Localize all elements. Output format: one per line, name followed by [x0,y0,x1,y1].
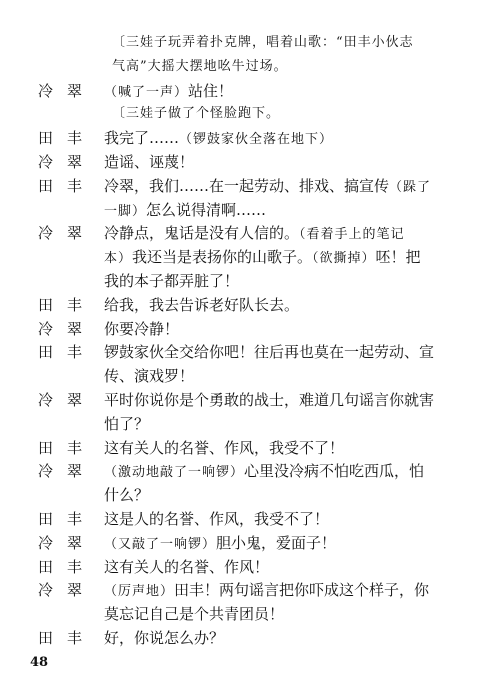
stage-direction: （厉声地） [104,584,175,600]
speaker-name: 冷翠 [38,81,97,100]
page-number: 48 [30,655,49,670]
speaker-name: 冷翠 [38,153,97,171]
dialogue-continuation-line [0,411,490,437]
stage-direction: 一脚） [104,203,147,219]
dialogue-text: 胆小鬼，爱面子！ [216,533,337,552]
dialogue-line [0,220,490,246]
stage-direction-line [0,54,490,80]
line-text [104,363,194,389]
dialogue-text: 站住！ [188,81,234,100]
dialogue-line [0,125,490,151]
dialogue-line [0,530,490,556]
dialogue-text: 好，你说怎么办？ [104,629,225,647]
line-text [104,339,434,365]
dialogue-line [0,506,490,532]
dialogue-continuation-line [0,244,490,270]
dialogue-text: 我完了…… [104,129,180,148]
dialogue-line [0,149,490,175]
line-text [104,601,284,627]
speaker-name: 冷翠 [38,533,97,552]
dialogue-text: 冷静点，鬼话是没有人信的。 [104,224,300,243]
line-text [104,625,224,651]
speaker-name: 田丰 [38,557,97,576]
line-text [104,554,269,580]
speaker-name: 田丰 [38,129,97,148]
dialogue-text: 田丰！两句谣言把你吓成这个样子，你 [174,581,430,600]
speaker-name: 田丰 [38,343,97,362]
dialogue-continuation-line [0,197,490,223]
line-text [104,411,149,437]
line-text: 〔三娃子玩弄着扑克牌，唱着山歌：“田丰小伙志 [112,35,414,50]
dialogue-line [0,339,490,365]
speaker-name: 田丰 [38,510,97,528]
dialogue-text: 锣鼓家伙全交给你吧！往后再也莫在一起劳动、宣 [104,343,435,362]
stage-direction-line [0,101,490,127]
dialogue-text: 平时你说你是个勇敢的战士，难道几句谣言你就害 [104,391,435,409]
dialogue-text: 莫忘记自己是个共青团员！ [104,605,285,624]
line-text [104,506,329,532]
dialogue-continuation-line [0,363,490,389]
dialogue-text: 这有关人的名誉、作风！ [104,557,270,576]
dialogue-line [0,554,490,580]
dialogue-text: 给我，我去告诉老好队长去。 [104,295,300,314]
dialogue-line [0,316,490,342]
dialogue-line [0,577,490,603]
dialogue-line [0,625,490,651]
speaker-name: 冷翠 [38,581,97,600]
dialogue-text: 造谣、诬蔑！ [104,153,195,171]
line-text: 〔三娃子做了个怪脸跑下。 [112,106,281,122]
line-text [104,435,344,461]
speaker-name: 田丰 [38,295,97,314]
speaker-name: 田丰 [38,629,97,647]
dialogue-line [0,458,490,484]
speaker-name: 冷翠 [38,319,97,338]
stage-direction: （激动地敲了一响锣） [104,465,245,481]
speaker-name: 冷翠 [38,224,97,243]
dialogue-continuation-line [0,601,490,627]
speaker-name: 冷翠 [38,391,97,409]
dialogue-line [0,292,490,318]
stage-direction: （欲撕掉） [312,251,376,267]
dialogue-continuation-line [0,482,490,508]
dialogue-text: 你要冷静！ [104,319,180,338]
speaker-name: 田丰 [38,438,97,457]
line-text [104,316,179,342]
dialogue-text: 我还当是表扬你的山歌子。 [132,248,313,267]
dialogue-text: 怎么说得清啊…… [146,200,267,219]
stage-direction: （喊了一声） [104,84,189,100]
stage-direction: （又敲了一响锣） [104,536,217,552]
dialogue-text: 传、演戏罗！ [104,367,195,386]
dialogue-continuation-line [0,268,490,294]
dialogue-text: 冷翠，我们……在一起劳动、排戏、搞宣传 [104,176,390,195]
dialogue-text: 心里没冷病不怕吃西瓜，怕 [244,462,425,481]
dialogue-line [0,435,490,461]
line-text [104,387,434,413]
dialogue-text: 我的本子都弄脏了！ [104,272,240,290]
stage-direction: （看着手上的笔记 [299,227,405,243]
dialogue-text: 这是人的名誉、作风，我受不了！ [104,510,330,528]
line-text [104,482,149,508]
line-text [104,149,194,175]
dialogue-line [0,387,490,413]
dialogue-line [0,173,490,199]
dialogue-text: 什么？ [104,486,150,505]
dialogue-text: 呸！把 [375,248,421,267]
line-text [104,268,239,294]
stage-direction: 本） [104,251,133,267]
stage-direction: （锣鼓家伙全落在地下） [179,132,334,148]
dialogue-text: 这有关人的名誉、作风，我受不了！ [104,438,345,457]
stage-direction-line [0,30,490,56]
stage-direction: （跺了 [389,179,432,195]
speaker-name: 田丰 [38,176,97,195]
line-text [104,292,299,318]
line-text: 气高”大摇大摆地吆牛过场。 [112,58,288,74]
dialogue-line [0,78,490,104]
dialogue-text: 怕了？ [104,414,150,433]
speaker-name: 冷翠 [38,462,97,481]
